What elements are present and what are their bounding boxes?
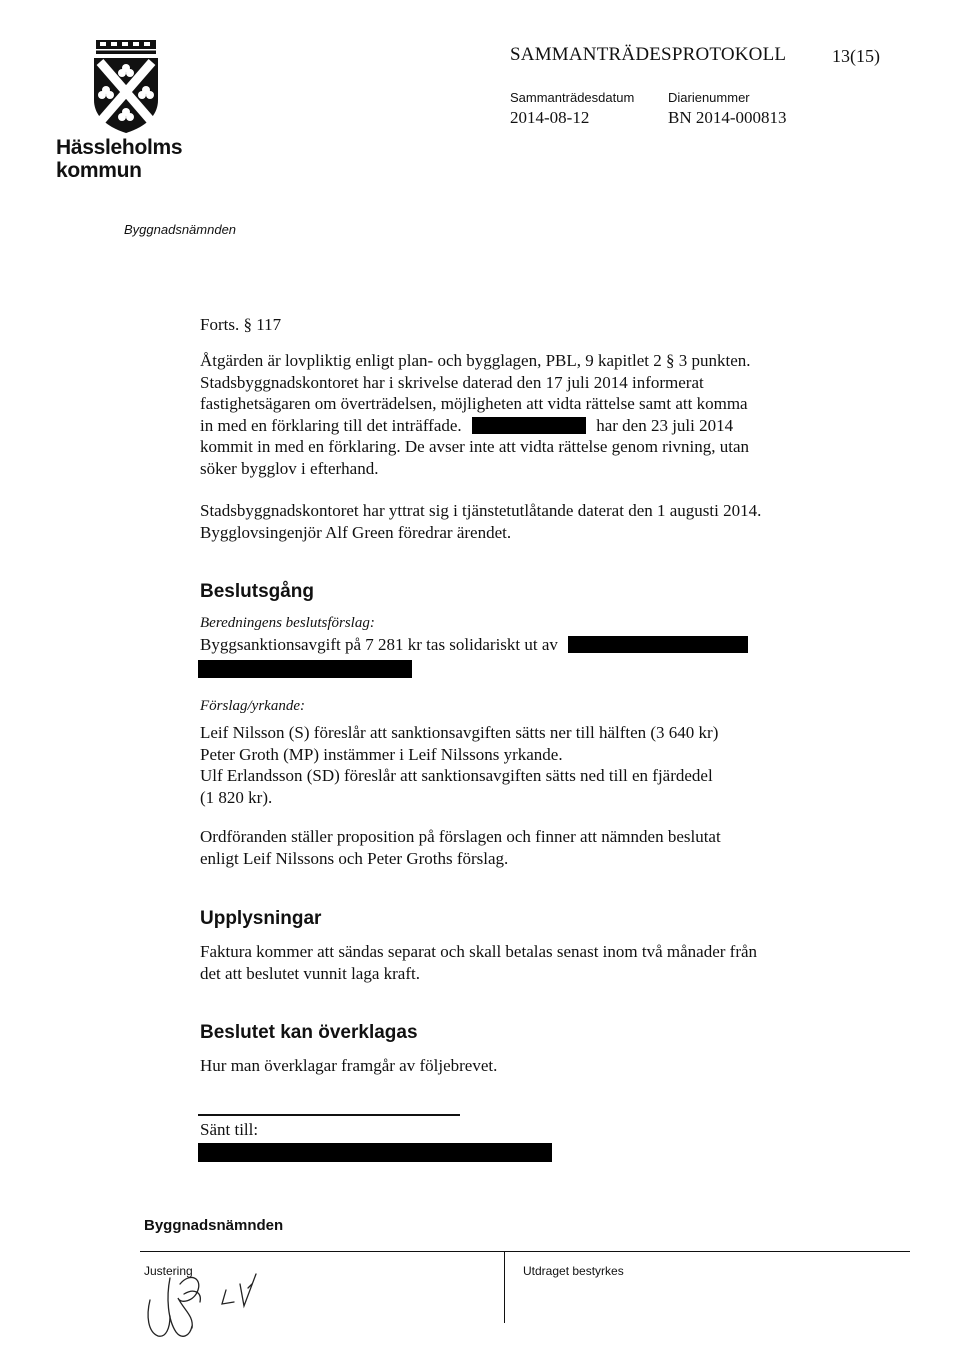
text-line: Leif Nilsson (S) föreslår att sanktionsavgiften sätts ner till hälften (3 640 kr) [200, 723, 719, 742]
section-heading-appeal: Beslutet kan överklagas [200, 1022, 418, 1043]
redaction-bar [472, 417, 586, 434]
proposal-label: Beredningens beslutsförslag: [200, 615, 375, 631]
text-line: Ulf Erlandsson (SD) föreslår att sanktionsavgiften sätts ned till en fjärdedel [200, 766, 713, 785]
text-line: Stadsbyggnadskontoret har yttrat sig i tjänstetutlåtande daterat den 1 augusti 2014. [200, 501, 762, 520]
divider [198, 1114, 460, 1116]
text-line-with-redaction [200, 415, 840, 437]
text-fragment: har den 23 juli 2014 [596, 415, 734, 435]
municipality-name [56, 136, 182, 182]
diary-number: BN 2014-000813 [668, 108, 787, 127]
redaction-bar [568, 636, 748, 653]
municipality-crest-icon [92, 38, 160, 134]
redaction-bar [198, 1143, 552, 1162]
text-line: Åtgärden är lovpliktig enligt plan- och bygglagen, PBL, 9 kapitlet 2 § 3 punkten. [200, 351, 751, 370]
text-line: söker bygglov i efterhand. [200, 458, 379, 478]
meeting-date: 2014-08-12 [510, 108, 590, 127]
paragraph-report [200, 500, 840, 543]
handwritten-signature [140, 1258, 290, 1344]
certified-extract-label: Utdraget bestyrkes [523, 1264, 624, 1278]
diary-number-label: Diarienummer [668, 90, 750, 105]
text-line: Stadsbyggnadskontoret har i skrivelse daterad den 17 juli 2014 informerat [200, 372, 704, 392]
paragraph-background [200, 350, 840, 479]
section-continuation: Forts. § 117 [200, 315, 282, 334]
text-line: Peter Groth (MP) instämmer i Leif Nilssons yrkande. [200, 744, 563, 764]
motion-label: Förslag/yrkande: [200, 698, 305, 714]
footer-column-divider [504, 1251, 505, 1323]
sent-to-label: Sänt till: [200, 1120, 259, 1139]
document-title: SAMMANTRÄDESPROTOKOLL [510, 44, 787, 65]
board-name-header: Byggnadsnämnden [124, 222, 237, 237]
meeting-date-label: Sammanträdesdatum [510, 90, 635, 105]
text-fragment: Byggsanktionsavgift på 7 281 kr tas solidariskt ut av [200, 635, 558, 654]
justering-label: Justering [144, 1264, 193, 1278]
text-line: det att beslutet vunnit laga kraft. [200, 963, 420, 983]
municipality-name-line2: kommun [56, 159, 142, 182]
proposal-text [200, 634, 840, 656]
paragraph-chair-decision [200, 826, 840, 869]
section-heading-beslutsgang: Beslutsgång [200, 581, 315, 602]
municipality-name-line1: Hässleholms [56, 136, 183, 159]
board-name-footer: Byggnadsnämnden [144, 1217, 284, 1234]
text-line: fastighetsägaren om överträdelsen, möjligheten att vidta rättelse samt att komma [200, 394, 748, 413]
text-line: (1 820 kr). [200, 787, 273, 807]
page-number: 13(15) [832, 46, 880, 66]
text-fragment: in med en förklaring till det inträffade. [200, 415, 462, 435]
text-line: Faktura kommer att sändas separat och skall betalas senast inom två månader från [200, 942, 758, 961]
paragraph-information [200, 941, 840, 984]
text-line: kommit in med en förklaring. De avser inte att vidta rättelse genom rivning, utan [200, 437, 750, 456]
redaction-bar [198, 660, 412, 678]
paragraph-appeal: Hur man överklagar framgår av följebrevet. [200, 1056, 498, 1075]
text-line: Ordföranden ställer proposition på förslagen och finner att nämnden beslutat [200, 827, 721, 846]
text-line: Bygglovsingenjör Alf Green föredrar ärendet. [200, 522, 512, 542]
text-line: enligt Leif Nilssons och Peter Groths förslag. [200, 848, 509, 868]
section-heading-upplysningar: Upplysningar [200, 908, 322, 929]
footer-divider [140, 1251, 910, 1252]
motions-list [200, 722, 840, 808]
